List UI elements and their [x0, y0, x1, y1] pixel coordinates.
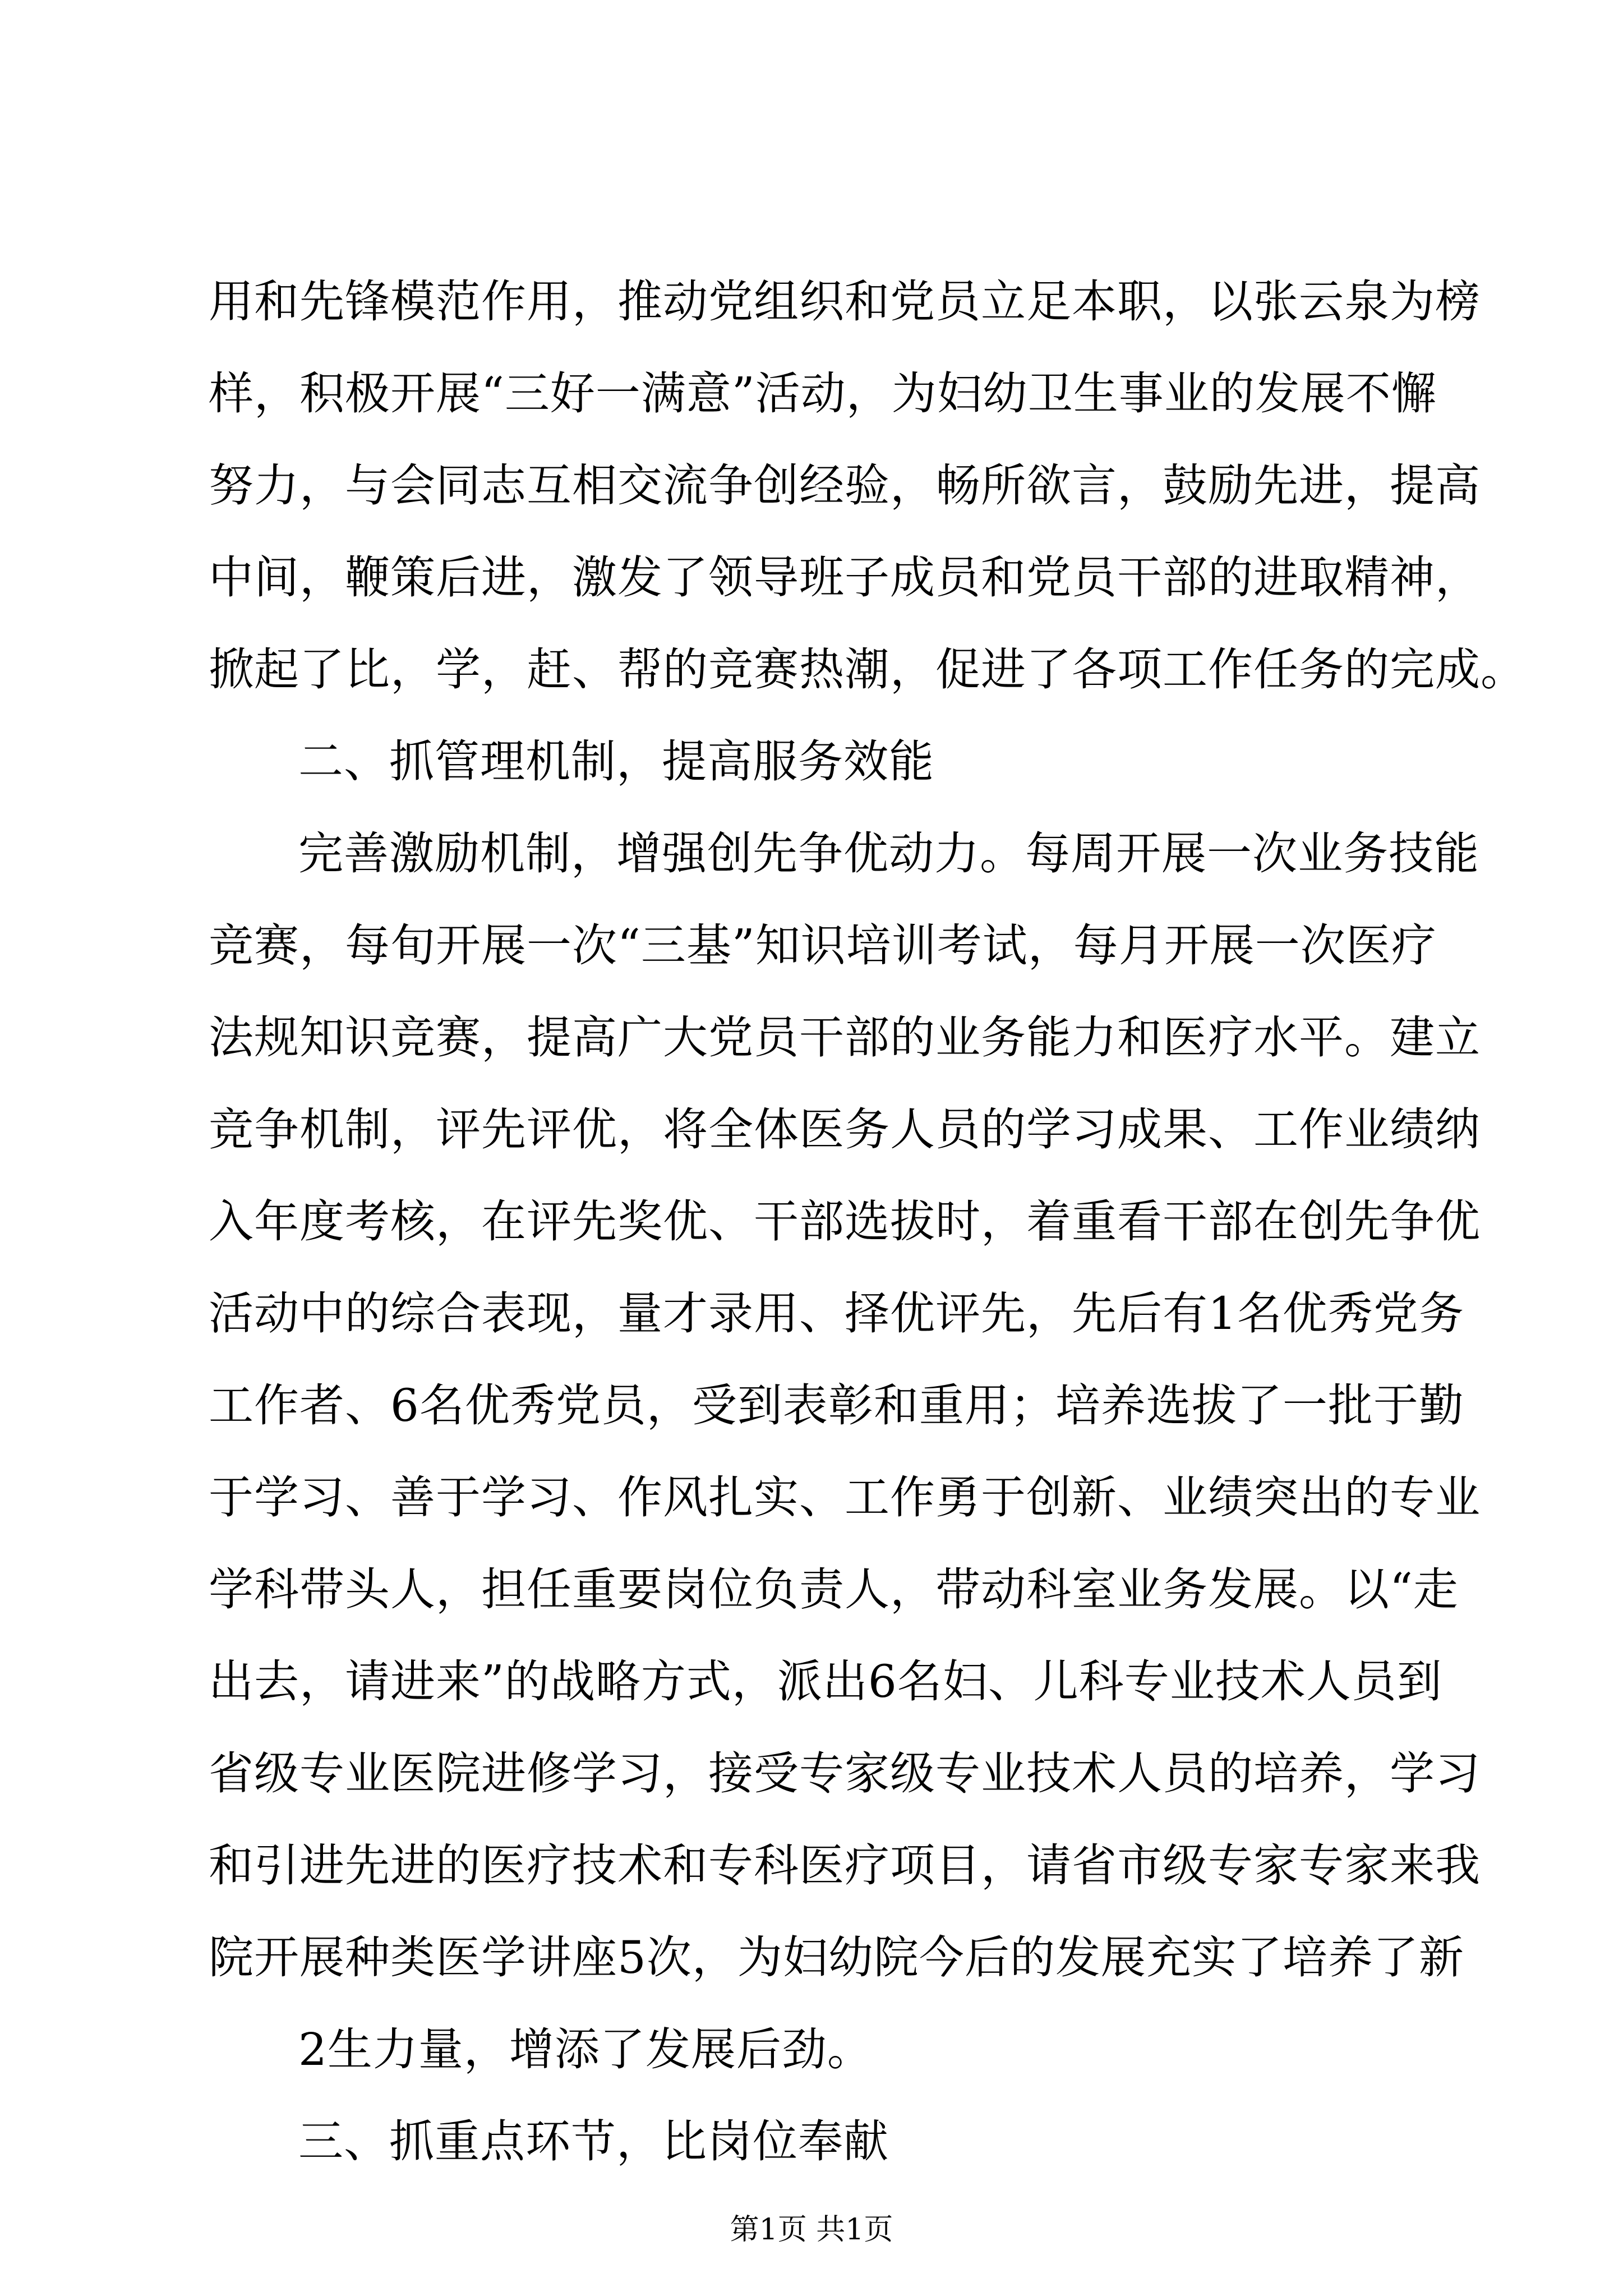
body-line: 出去，请进来”的战略方式，派出6名妇、儿科专业技术人员到 — [209, 1655, 1442, 1708]
body-line: 和引进先进的医疗技术和专科医疗项目，请省市级专家专家来我 — [209, 1839, 1481, 1892]
body-line: 工作者、6名优秀党员，受到表彰和重用；培养选拔了一批于勤 — [209, 1379, 1464, 1432]
body-line: 掀起了比，学，赶、帮的竞赛热潮，促进了各项工作任务的完成。 — [209, 643, 1526, 696]
page-footer: 第1页 共1页 — [730, 2213, 893, 2247]
body-line: 完善激励机制，增强创先争优动力。每周开展一次业务技能 — [298, 827, 1479, 880]
body-line: 活动中的综合表现，量才录用、择优评先，先后有1名优秀党务 — [209, 1287, 1464, 1340]
body-line: 竞争机制，评先评优，将全体医务人员的学习成果、工作业绩纳 — [209, 1103, 1481, 1156]
body-line: 用和先锋模范作用，推动党组织和党员立足本职，以张云泉为榜 — [209, 275, 1481, 328]
body-line: 学科带头人，担任重要岗位负责人，带动科室业务发展。以“走 — [209, 1563, 1459, 1616]
section-heading: 二、抓管理机制，提高服务效能 — [298, 735, 934, 788]
body-line: 努力，与会同志互相交流争创经验，畅所欲言，鼓励先进，提高 — [209, 459, 1481, 512]
body-line: 中间，鞭策后进，激发了领导班子成员和党员干部的进取精神， — [209, 551, 1481, 604]
body-line: 样，积极开展“三好一满意”活动，为妇幼卫生事业的发展不懈 — [209, 367, 1437, 420]
body-line: 院开展种类医学讲座5次，为妇幼院今后的发展充实了培养了新 — [209, 1931, 1464, 1984]
body-line: 省级专业医院进修学习，接受专家级专业技术人员的培养，学习 — [209, 1747, 1481, 1800]
body-line: 入年度考核，在评先奖优、干部选拔时，着重看干部在创先争优 — [209, 1195, 1481, 1248]
section-heading: 三、抓重点环节，比岗位奉献 — [298, 2115, 889, 2168]
body-line: 2生力量，增添了发展后劲。 — [298, 2023, 873, 2076]
body-line: 竞赛，每旬开展一次“三基”知识培训考试，每月开展一次医疗 — [209, 919, 1437, 972]
body-line: 于学习、善于学习、作风扎实、工作勇于创新、业绩突出的专业 — [209, 1471, 1481, 1524]
body-line: 法规知识竞赛，提高广大党员干部的业务能力和医疗水平。建立 — [209, 1011, 1481, 1064]
